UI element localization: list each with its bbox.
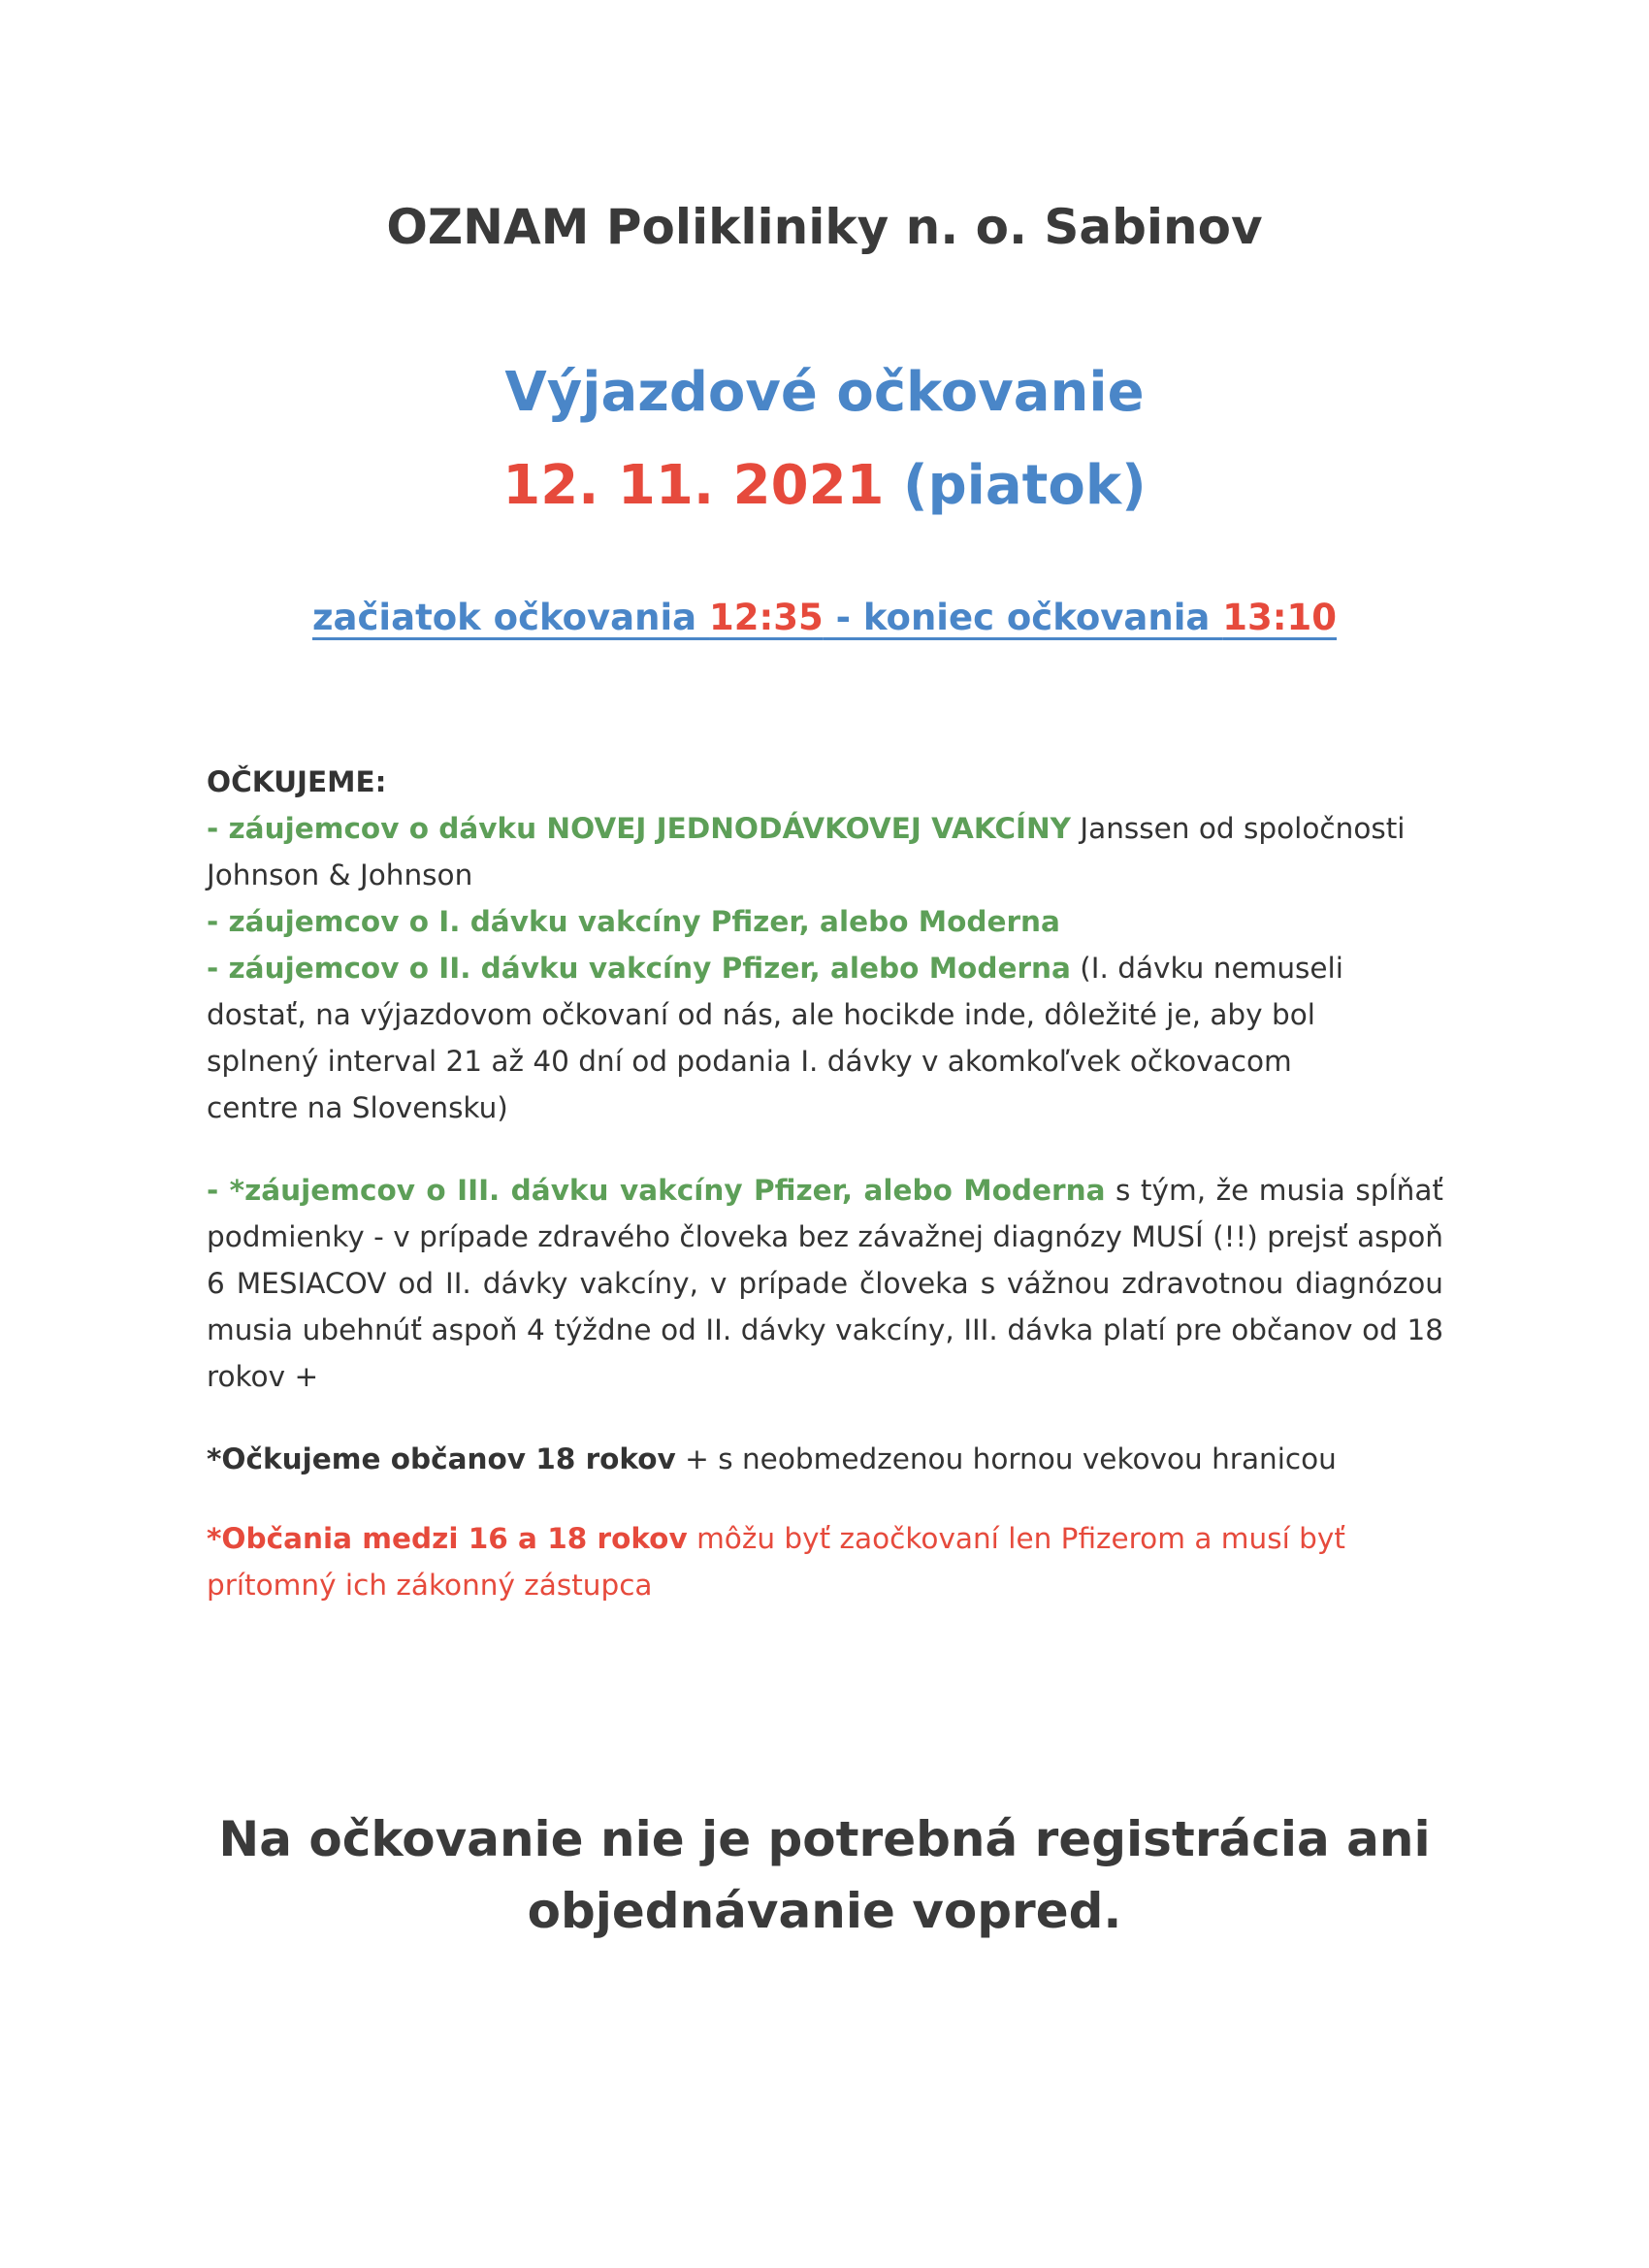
list-item-first-dose: - záujemcov o I. dávku vakcíny Pfizer, alebo Moderna xyxy=(207,905,1060,938)
event-day: (piatok) xyxy=(903,454,1147,517)
item-second-dose-text: (I. dávku nemuseli xyxy=(1070,952,1343,985)
list-item xyxy=(207,945,1443,991)
item-janssen-line2: Johnson & Johnson xyxy=(207,859,473,891)
age-note-rest: + s neobmedzenou hornou vekovou hranicou xyxy=(675,1442,1337,1475)
event-date-value: 12. 11. 2021 xyxy=(502,454,885,517)
item-second-dose-line3: splnený interval 21 až 40 dní od podania I. dávky v akomkoľvek očkovacom xyxy=(207,1045,1292,1078)
item-second-dose-highlight: - záujemcov o II. dávku vakcíny Pfizer, alebo Moderna xyxy=(207,952,1071,985)
page-title: OZNAM Polikliniky n. o. Sabinov xyxy=(386,199,1263,255)
end-time: 13:10 xyxy=(1222,597,1338,638)
registration-note-line1: Na očkovanie nie je potrebná registrácia ani xyxy=(218,1811,1431,1867)
start-label: začiatok očkovania xyxy=(311,597,710,638)
item-second-dose-line4: centre na Slovensku) xyxy=(207,1091,508,1124)
age-note-bold: *Očkujeme občanov 18 rokov xyxy=(207,1442,676,1475)
minors-note xyxy=(207,1515,1443,1608)
list-heading: OČKUJEME: xyxy=(207,765,387,798)
item-third-dose-highlight: - *záujemcov o III. dávku vakcíny Pfizer, alebo Moderna xyxy=(207,1174,1106,1207)
start-time: 12:35 xyxy=(709,597,824,638)
registration-note-line2: objednávanie vopred. xyxy=(527,1883,1122,1939)
list-item xyxy=(207,805,1443,852)
end-label: - koniec očkovania xyxy=(823,597,1223,638)
item-second-dose-line2: dostať, na výjazdovom očkovaní od nás, ale hocikde inde, dôležité je, aby bol xyxy=(207,998,1315,1031)
item-janssen-text: Janssen od spoločnosti xyxy=(1071,812,1406,845)
age-note-text xyxy=(207,1436,1443,1482)
vaccination-schedule xyxy=(0,597,1649,638)
third-dose-paragraph xyxy=(207,1167,1443,1400)
event-title: Výjazdové očkovanie xyxy=(504,361,1145,424)
event-date xyxy=(0,454,1649,517)
minors-note-rest: môžu byť zaočkovaní len Pfizerom a musí byť prítomný ich zákonný zástupca xyxy=(207,1522,1345,1602)
vaccination-list xyxy=(207,759,1443,1131)
schedule-line xyxy=(312,597,1337,638)
item-janssen-highlight: - záujemcov o dávku NOVEJ JEDNODÁVKOVEJ VAKCÍNY xyxy=(207,812,1072,845)
age-note xyxy=(207,1436,1443,1482)
list-item xyxy=(207,1167,1443,1400)
minors-note-text xyxy=(207,1515,1443,1608)
item-third-dose-text: s tým, že musia spĺňať podmienky - v prípade zdravého človeka bez závažnej diagnózy MUSÍ (!!) prejsť aspoň 6 MESIACOV od II. dávky vakcíny, v prípade človeka s vážnou zdravotnou diagnózou musia ubehnúť aspoň 4 týždne od II. dávky vakcíny, III. dávka platí pre občanov od 18 rokov + xyxy=(207,1174,1443,1393)
minors-note-bold: *Občania medzi 16 a 18 rokov xyxy=(207,1522,688,1555)
